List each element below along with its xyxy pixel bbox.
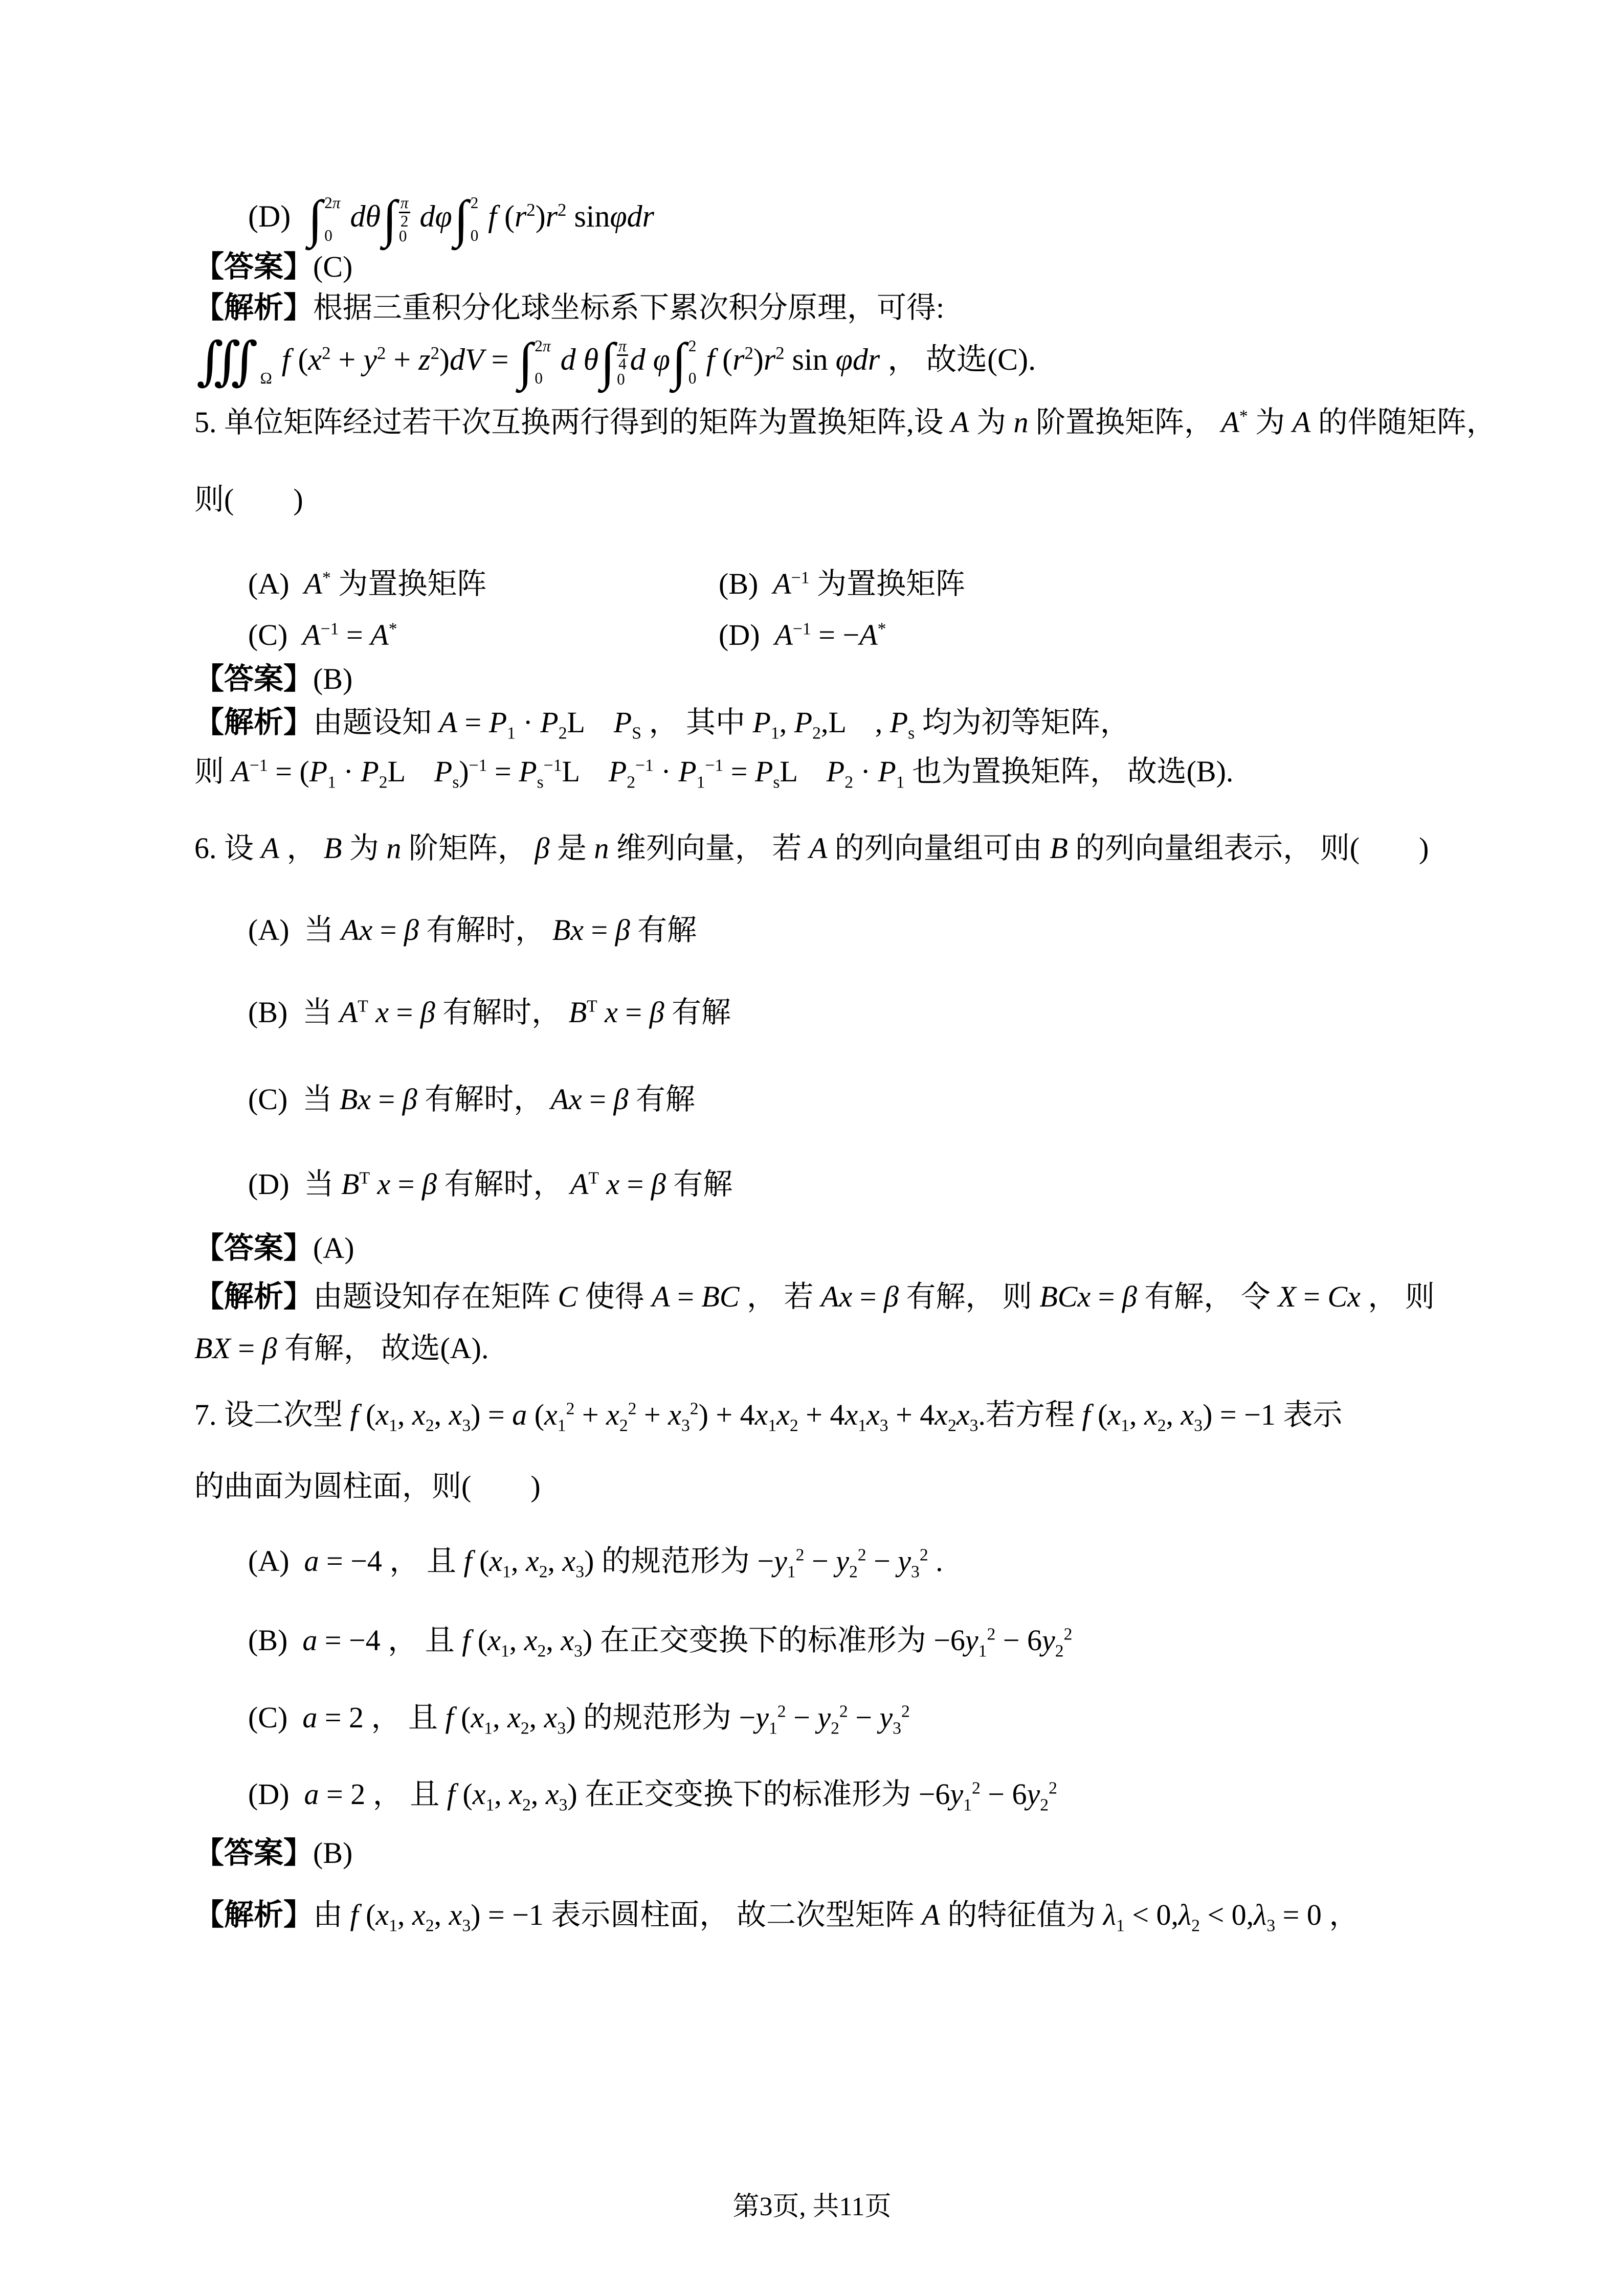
q6-option-a: (A) 当 Ax = β 有解时， Bx = β 有解 xyxy=(248,913,697,947)
q7-option-d: (D) a = 2 ， 且 f ($x_1$, $x_2$, $x_3$) 在正交变换下的标准形为 $-6y_1^2 - 6y_2^2$ xyxy=(248,1777,1057,1815)
q7-analysis-line-1 xyxy=(194,1896,1440,1934)
q6-option-c: (C) 当 Bx = β 有解时， Ax = β 有解 xyxy=(248,1083,695,1116)
q7-option-c: (C) a = 2 ， 且 f ($x_1$, $x_2$, $x_3$) 的规范形为 $-y_1^2 - y_2^2 - y_3^2$ xyxy=(248,1700,910,1738)
q7-analysis-text-1: 由 f ($x_1$, $x_2$, $x_3) = -1$ 表示圆柱面， 故二次型矩阵 A 的特征值为 $\lambda_1 < 0,\lambda_2 < 0,\lambda_3 = 0$ ， xyxy=(313,1898,1359,1935)
q4-analysis-formula: ∭ Ω f $(x^2 + y^2 + z^2)dV$ = ∫ 2π 0 d θ ∫ $\frac{\pi}{4}$ 0 d φ ∫ 2 0 f $(r^2)r^2$ sin φdr ， 故选(C). xyxy=(196,333,1036,391)
q5-analysis-text-1: 由题设知 $A = P_1 \cdot P_2L$ $P_S$ ， 其中 $P_1$, $P_2,L$ , $P_s$ 均为初等矩阵， xyxy=(313,706,1130,743)
q7-answer-value: (B) xyxy=(313,1836,353,1870)
answer-tag: 【答案】 xyxy=(194,1836,314,1870)
q6-option-b: (B) 当 $A^T$ x = β 有解时， $B^T$ x = β 有解 xyxy=(248,995,731,1029)
q5-options-row-1 xyxy=(248,565,1440,603)
q5-stem-line-1: 5. 单位矩阵经过若干次互换两行得到的矩阵为置换矩阵,设 A 为 n 阶置换矩阵， A* 为 A 的伴随矩阵， xyxy=(194,406,1496,439)
q5-option-b: (B) $A^{-1}$ 为置换矩阵 xyxy=(719,567,966,600)
q6-option-d: (D) 当 $B^T$ x = β 有解时， $A^T$ x = β 有解 xyxy=(248,1167,733,1201)
q5-option-a: (A) A* 为置换矩阵 xyxy=(248,567,487,600)
q7-option-b: (B) a = −4 ， 且 f ($x_1$, $x_2$, $x_3$) 在正交变换下的标准形为 $-6y_1^2 - 6y_2^2$ xyxy=(248,1624,1073,1661)
q6-stem-line: 6. 设 A ， B 为 n 阶矩阵， β 是 n 维列向量， 若 A 的列向量组可由 B 的列向量组表示， 则( ) xyxy=(194,831,1429,865)
q6-analysis-line-1 xyxy=(194,1277,1440,1316)
q7-answer-line xyxy=(194,1834,1440,1872)
answer-tag: 【答案】 xyxy=(194,662,314,695)
answer-tag: 【答案】 xyxy=(194,250,314,283)
answer-tag: 【答案】 xyxy=(194,1231,314,1265)
analysis-tag: 【解析】 xyxy=(194,291,314,325)
q5-stem-line-2: 则( ) xyxy=(194,482,303,516)
q6-answer-line xyxy=(194,1229,1440,1267)
q5-analysis-line-2: 则 $A^{-1} = (P_1 \cdot P_2L$ $P_s)^{-1} = P_s^{-1}L$ $P_2^{-1} \cdot P_1^{-1} = P_sL$ $P_2 \cdot P_1$ 也为置换矩阵， 故选(B). xyxy=(194,754,1234,792)
q5-option-c: (C) $A^{-1} = A^*$ xyxy=(248,618,397,652)
q4-option-d: (D) ∫ 2π 0 dθ ∫ $\frac{\pi}{2}$ 0 dφ ∫ 2 0 f $(r^2)r^2$ sinφdr xyxy=(248,190,655,248)
q4-analysis-line xyxy=(194,288,1440,327)
analysis-tag: 【解析】 xyxy=(194,706,314,739)
q4-answer-line xyxy=(194,247,1440,286)
q7-stem-line-2: 的曲面为圆柱面，则( ) xyxy=(194,1470,541,1503)
analysis-tag: 【解析】 xyxy=(194,1280,314,1314)
q5-options-row-2 xyxy=(248,616,1440,654)
q5-answer-line xyxy=(194,660,1440,698)
q6-analysis-text-1: 由题设知存在矩阵 C 使得 A = BC ， 若 Ax = β 有解， 则 BCx = β 有解， 令 X = Cx ， 则 xyxy=(313,1280,1435,1314)
q5-option-d: (D) $A^{-1} = -A^*$ xyxy=(719,618,886,652)
q5-answer-value: (B) xyxy=(313,662,353,695)
q4-analysis-text: 根据三重积分化球坐标系下累次积分原理，可得: xyxy=(313,291,945,325)
q5-analysis-line-1 xyxy=(194,703,1440,741)
page-number-footer: 第3页, 共11页 xyxy=(732,2192,892,2221)
q6-answer-value: (A) xyxy=(313,1231,354,1265)
analysis-tag: 【解析】 xyxy=(194,1898,314,1931)
q7-stem-line-1: 7. 设二次型 f ($x_1$, $x_2$, $x_3) = a$ $(x_1^2 + x_2^2 + x_3^2) + 4x_1x_2 + 4x_1x_3 + 4x_2x_3$.若方程 f ($x_1$, $x_2$, $x_3) = -1$ 表示 xyxy=(194,1398,1343,1435)
q7-option-a: (A) a = −4 ， 且 f ($x_1$, $x_2$, $x_3$) 的规范形为 $-y_1^2 - y_2^2 - y_3^2$ . xyxy=(248,1544,943,1582)
q6-analysis-line-2: BX = β 有解， 故选(A). xyxy=(194,1331,489,1365)
q4-answer-value: (C) xyxy=(313,250,353,283)
